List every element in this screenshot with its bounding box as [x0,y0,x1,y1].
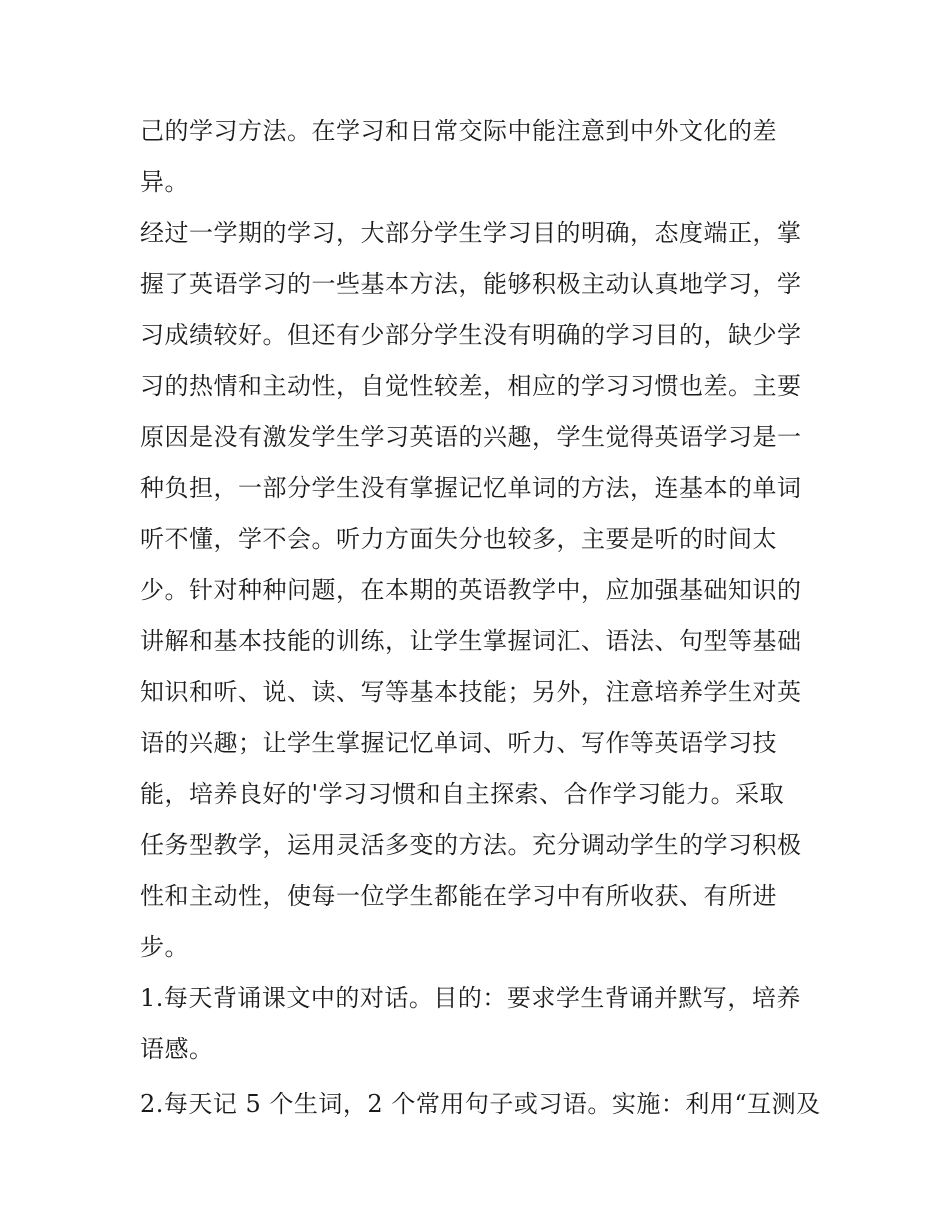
text-line: 任务型教学，运用灵活多变的方法。充分调动学生的学习积极 [140,831,802,859]
text-line: 能，培养良好的'学习习惯和自主探索、合作学习能力。采取 [140,780,785,808]
text-line: 语感。 [140,1035,214,1063]
text-line: 听不懂，学不会。听力方面失分也较多，主要是听的时间太 [140,525,777,553]
text-line: 语的兴趣；让学生掌握记忆单词、听力、写作等英语学习技 [140,729,777,757]
text-line: 经过一学期的学习，大部分学生学习目的明确，态度端正，掌 [140,219,802,247]
text-line: 知识和听、说、读、写等基本技能；另外，注意培养学生对英 [140,678,802,706]
text-line: 1.每天背诵课文中的对话。目的：要求学生背诵并默写，培养 [140,984,801,1012]
document-body [140,106,820,1130]
text-line: 原因是没有激发学生学习英语的兴趣，学生觉得英语学习是一 [140,423,802,451]
text-line: 握了英语学习的一些基本方法，能够积极主动认真地学习，学 [140,270,802,298]
text-line: 己的学习方法。在学习和日常交际中能注意到中外文化的差 [140,117,777,145]
text-line: 种负担，一部分学生没有掌握记忆单词的方法，连基本的单词 [140,474,802,502]
list-item-1 [140,973,820,1075]
text-line: 2.每天记 5 个生词，2 个常用句子或习语。实施：利用“互测及 [140,1090,821,1118]
text-line: 性和主动性，使每一位学生都能在学习中有所收获、有所进 [140,882,777,910]
text-line: 习的热情和主动性，自觉性较差，相应的学习习惯也差。主要 [140,372,802,400]
list-item-2 [140,1079,820,1130]
text-line: 讲解和基本技能的训练，让学生掌握词汇、语法、句型等基础 [140,627,802,655]
text-line: 异。 [140,168,189,196]
paragraph-2 [140,208,820,973]
paragraph-1 [140,106,820,208]
text-line: 步。 [140,933,189,961]
text-line: 少。针对种种问题，在本期的英语教学中，应加强基础知识的 [140,576,802,604]
text-line: 习成绩较好。但还有少部分学生没有明确的学习目的，缺少学 [140,321,802,349]
